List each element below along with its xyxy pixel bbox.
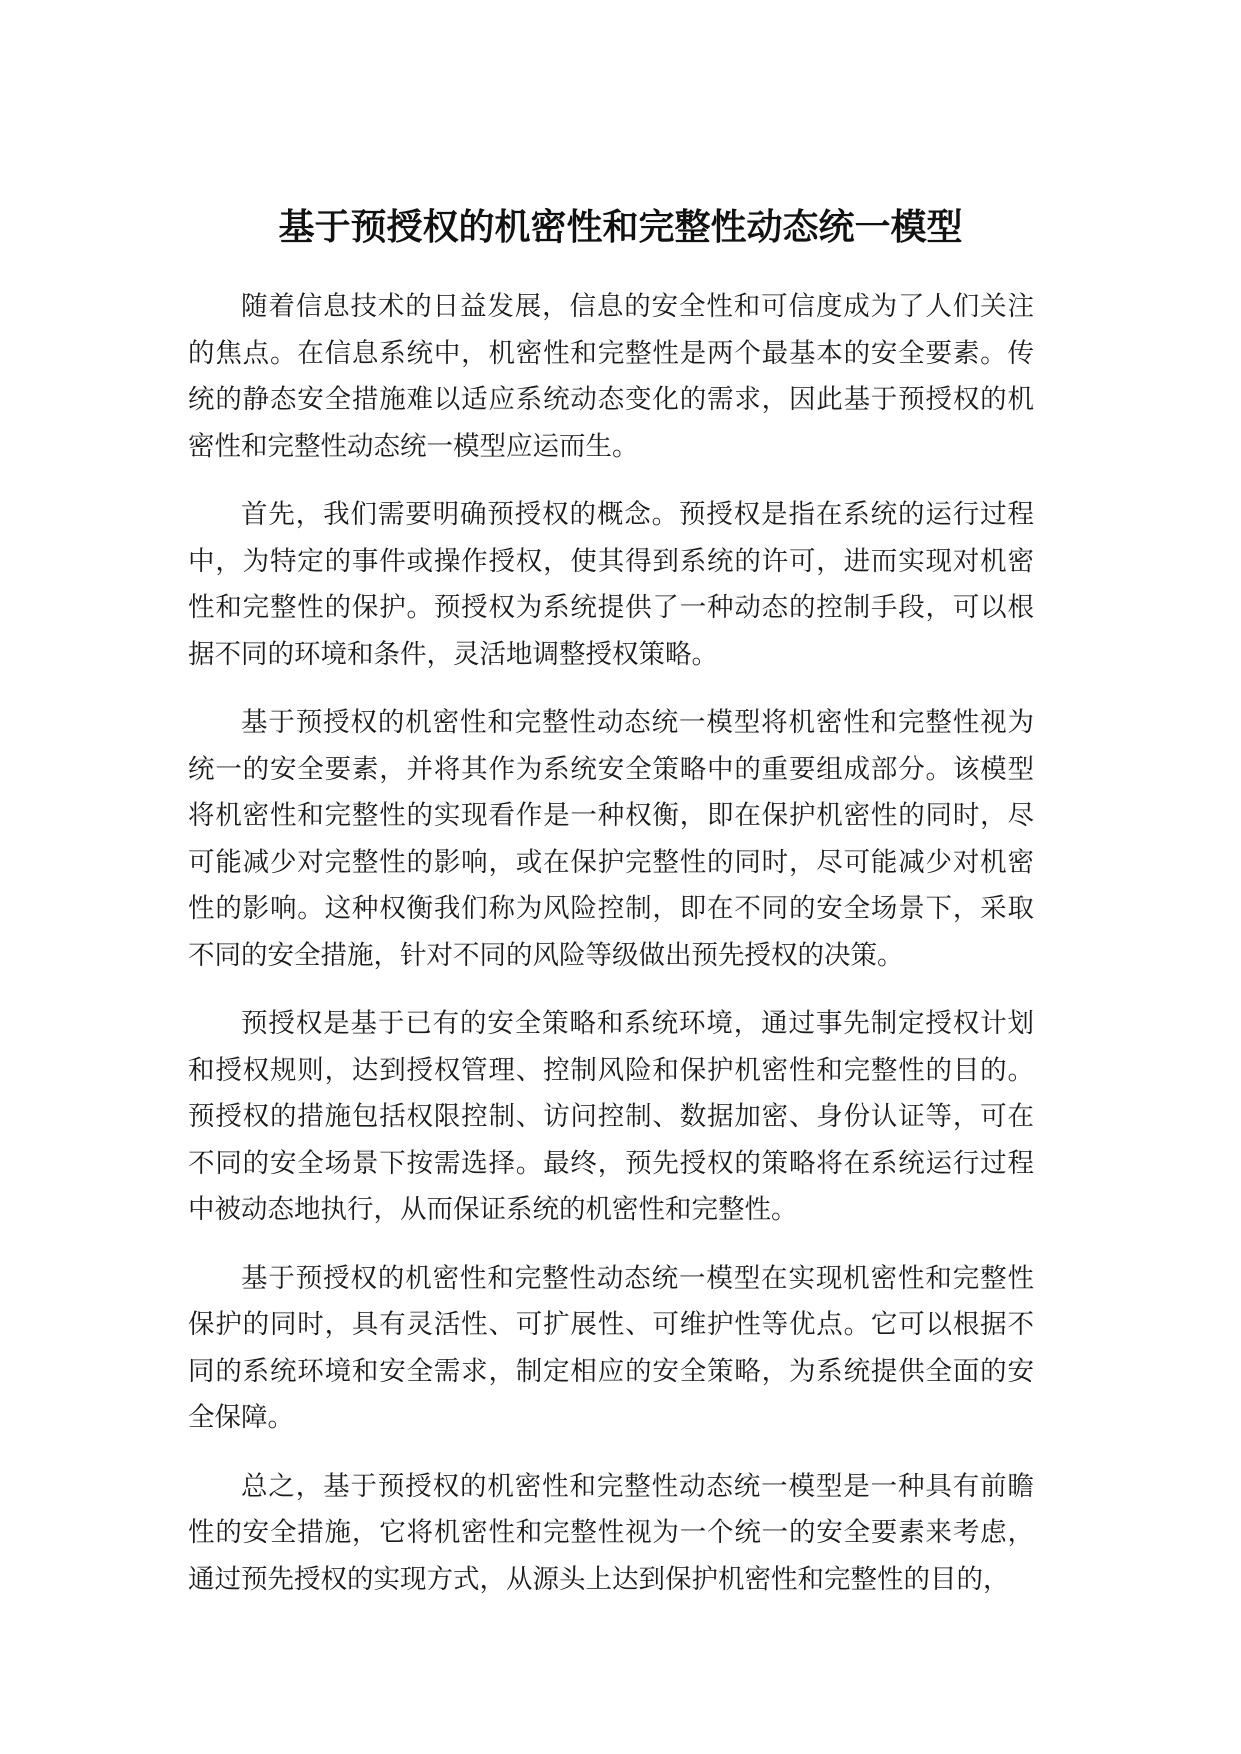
- paragraph-1: 随着信息技术的日益发展，信息的安全性和可信度成为了人们关注的焦点。在信息系统中，机密性和完整性是两个最基本的安全要素。传统的静态安全措施难以适应系统动态变化的需求，因此基于预授权的机密性和完整性动态统一模型应运而生。: [188, 291, 1034, 462]
- document-body: [188, 284, 1034, 1625]
- paragraph-5: 基于预授权的机密性和完整性动态统一模型在实现机密性和完整性保护的同时，具有灵活性、可扩展性、可维护性等优点。它可以根据不同的系统环境和安全需求，制定相应的安全策略，为系统提供全面的安全保障。: [188, 1262, 1034, 1433]
- paragraph-2: 首先，我们需要明确预授权的概念。预授权是指在系统的运行过程中，为特定的事件或操作授权，使其得到系统的许可，进而实现对机密性和完整性的保护。预授权为系统提供了一种动态的控制手段，可以根据不同的环境和条件，灵活地调整授权策略。: [188, 499, 1034, 670]
- paragraph-3: 基于预授权的机密性和完整性动态统一模型将机密性和完整性视为统一的安全要素，并将其作为系统安全策略中的重要组成部分。该模型将机密性和完整性的实现看作是一种权衡，即在保护机密性的同时，尽可能减少对完整性的影响，或在保护完整性的同时，尽可能减少对机密性的影响。这种权衡我们称为风险控制，即在不同的安全场景下，采取不同的安全措施，针对不同的风险等级做出预先授权的决策。: [188, 707, 1034, 971]
- paragraph-4: 预授权是基于已有的安全策略和系统环境，通过事先制定授权计划和授权规则，达到授权管理、控制风险和保护机密性和完整性的目的。预授权的措施包括权限控制、访问控制、数据加密、身份认证等，可在不同的安全场景下按需选择。最终，预先授权的策略将在系统运行过程中被动态地执行，从而保证系统的机密性和完整性。: [188, 1008, 1034, 1225]
- document-title: 基于预授权的机密性和完整性动态统一模型: [278, 207, 963, 249]
- paragraph-6: 总之，基于预授权的机密性和完整性动态统一模型是一种具有前瞻性的安全措施，它将机密性和完整性视为一个统一的安全要素来考虑，通过预先授权的实现方式，从源头上达到保护机密性和完整性的目的，: [188, 1470, 1034, 1595]
